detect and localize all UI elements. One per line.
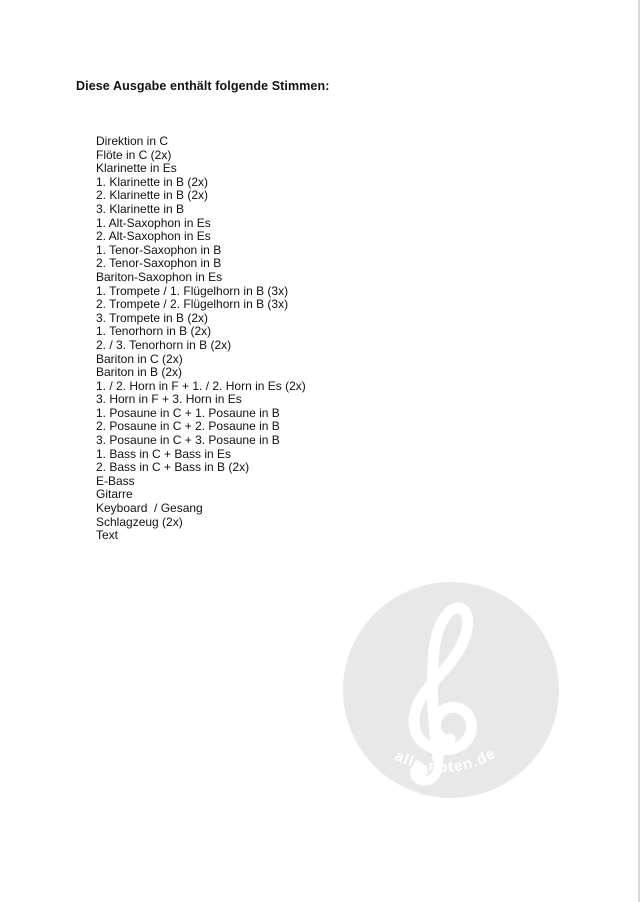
list-item: Flöte in C (2x): [96, 147, 172, 162]
list-item: 3. Trompete in B (2x): [96, 310, 209, 325]
list-item: Bariton-Saxophon in Es: [96, 269, 223, 284]
list-item: Keyboard / Gesang: [96, 501, 203, 516]
list-item: 1. Tenor-Saxophon in B: [96, 242, 222, 257]
list-item: 3. Posaune in C + 3. Posaune in B: [96, 433, 280, 448]
list-item: 3. Horn in F + 3. Horn in Es: [96, 392, 242, 407]
page-heading: Diese Ausgabe enthält folgende Stimmen:: [76, 79, 330, 93]
list-item: 1. / 2. Horn in F + 1. / 2. Horn in Es (2x): [96, 378, 306, 393]
list-item: Bariton in C (2x): [96, 351, 183, 366]
list-item: E-Bass: [96, 473, 135, 488]
list-item: 2. Trompete / 2. Flügelhorn in B (3x): [96, 297, 289, 312]
parts-list: [96, 135, 306, 543]
list-item: 2. / 3. Tenorhorn in B (2x): [96, 337, 232, 352]
list-item: 1. Bass in C + Bass in Es: [96, 446, 232, 461]
list-item: 2. Klarinette in B (2x): [96, 188, 209, 203]
watermark-logo: [342, 581, 560, 799]
list-item: 1. Trompete / 1. Flügelhorn in B (3x): [96, 283, 289, 298]
list-item: 2. Alt-Saxophon in Es: [96, 229, 211, 244]
list-item: 1. Posaune in C + 1. Posaune in B: [96, 405, 280, 420]
watermark-text: alle-noten.de: [392, 744, 500, 776]
list-item: Bariton in B (2x): [96, 365, 183, 380]
list-item: 3. Klarinette in B: [96, 201, 185, 216]
list-item: 1. Klarinette in B (2x): [96, 174, 209, 189]
list-item: Schlagzeug (2x): [96, 514, 183, 529]
list-item: Text: [96, 528, 119, 543]
list-item: 1. Tenorhorn in B (2x): [96, 324, 212, 339]
list-item: 2. Posaune in C + 2. Posaune in B: [96, 419, 280, 434]
list-item: Gitarre: [96, 487, 133, 502]
list-item: Klarinette in Es: [96, 161, 177, 176]
list-item: Direktion in C: [96, 134, 169, 148]
list-item: 1. Alt-Saxophon in Es: [96, 215, 211, 230]
list-item: 2. Bass in C + Bass in B (2x): [96, 460, 250, 475]
list-item: 2. Tenor-Saxophon in B: [96, 256, 222, 271]
